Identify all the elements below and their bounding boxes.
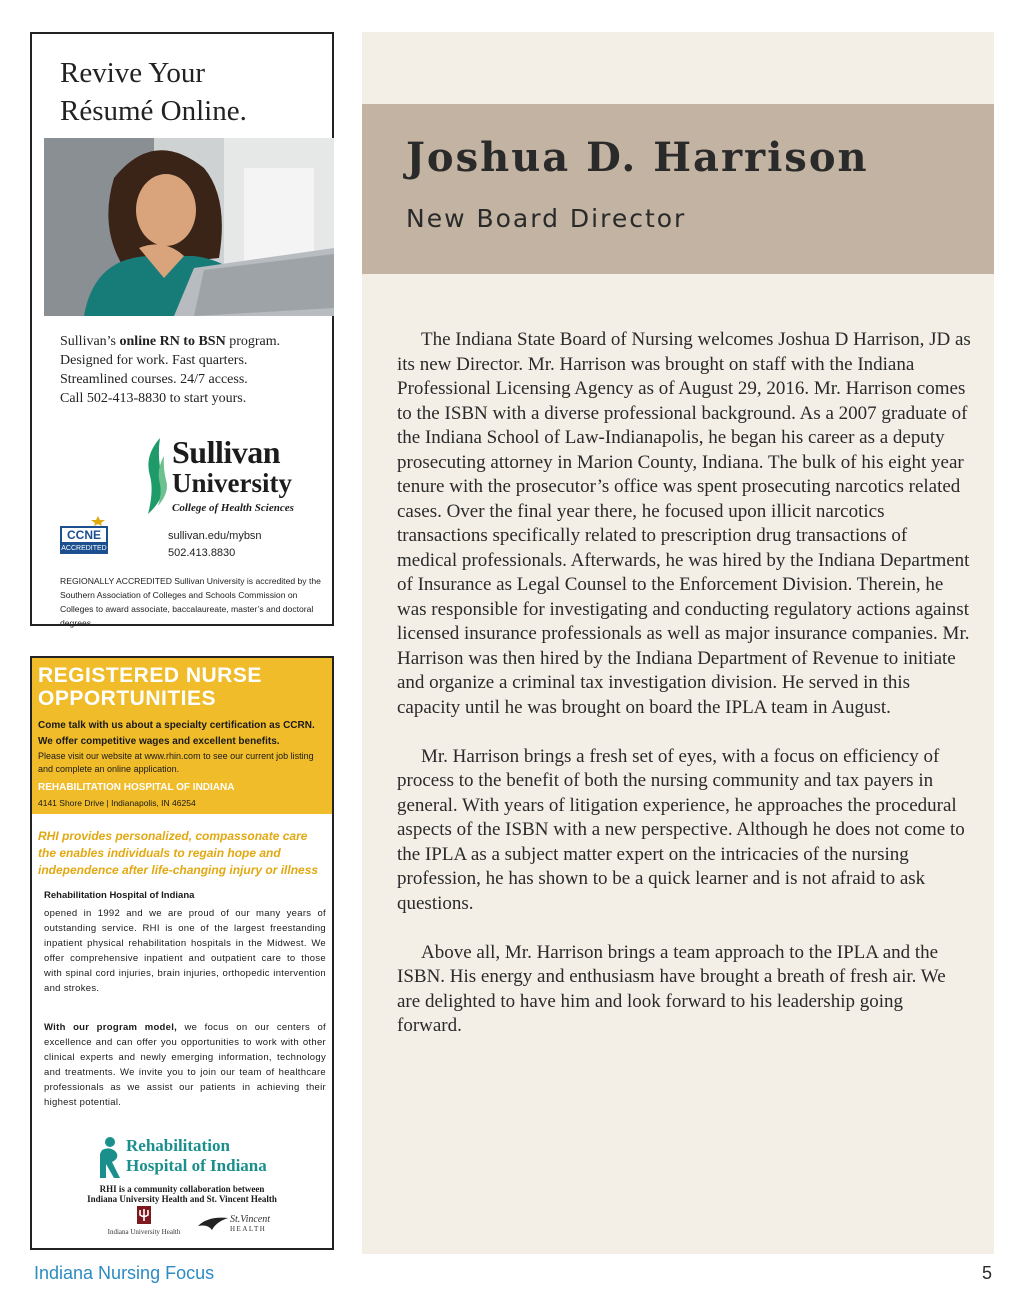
rhi-paragraph-heading: Rehabilitation Hospital of Indiana <box>44 890 195 901</box>
ccne-badge <box>60 520 108 556</box>
rhi-logo-line-1: Rehabilitation <box>126 1136 230 1155</box>
st-vincent-logo <box>198 1214 278 1238</box>
sullivan-ad <box>30 32 334 626</box>
accreditation-fine-print: REGIONALLY ACCREDITED Sullivan University is accredited by the Southern Association of Colleges and Schools Commission on Colleges to award associate, baccalaureate, master’s and doctoral degrees. <box>60 576 321 628</box>
body-line-1 <box>60 332 320 351</box>
body-line-2: Designed for work. Fast quarters. <box>60 353 248 368</box>
rhi-paragraph-2 <box>44 1020 326 1110</box>
rhi-collaboration <box>32 1184 332 1204</box>
iu-health-logo <box>94 1206 194 1236</box>
flame-icon <box>142 436 172 516</box>
body-line-3: Streamlined courses. 24/7 access. <box>60 372 248 387</box>
sullivan-logo <box>142 434 332 520</box>
rhi-paragraph-1: opened in 1992 and we are proud of our many years of outstanding service. RHI is one of the largest freestanding inpatient physical rehabilitation hospitals in the Midwest. We offer comprehensive inpatient and outpatient care to those with spinal cord injuries, brain injuries, orthopedic intervention and strokes. <box>44 908 326 994</box>
svh-name: St.Vincent <box>230 1214 271 1225</box>
svh-sub: HEALTH <box>230 1225 267 1233</box>
ccne-sub: ACCREDITED <box>61 545 107 552</box>
article-paragraph-1: The Indiana State Board of Nursing welcomes Joshua D Harrison, JD as its new Director. Mr. Harrison was brought on staff with the Indiana Professional Licensing Agency as of August 29, 2016. Mr. Harrison comes to the ISBN with a diverse professional background. As a 2007 graduate of the Indiana School of Law-Indianapolis, he began his career as a deputy prosecuting attorney in Marion County, Indiana. The bulk of his eight year tenure with the prosecutor’s office was spent prosecuting narcotics related cases. Over the final year there, he focused upon illicit narcotics transactions specifically related to prescription drug transactions of medical professionals. Afterwards, he was hired by the Indiana Department of Insurance as Legal Counsel to the Enforcement Division. Therein, he was responsible for investigating and conducting regulatory actions against licensed insurance professionals as well as major insurance companies. Mr. Harrison was then hired by the Indiana Department of Revenue to initiate and organize a criminal tax investigation division. He served in this capacity until he was brought on board the IPLA team in August. <box>397 329 971 718</box>
rhi-ad <box>30 656 334 1250</box>
star-icon <box>90 516 106 526</box>
logo-college: College of Health Sciences <box>172 502 294 514</box>
sullivan-website: sullivan.edu/mybsn <box>168 530 262 542</box>
headline-line-1: Revive Your <box>60 57 206 89</box>
person-figure-icon <box>96 1136 124 1180</box>
rhi-wages-text: Come talk with us about a specialty certification as CCRN. We offer competitive wages and excellent benefits. <box>38 720 315 747</box>
article-paragraph-2: Mr. Harrison brings a fresh set of eyes, with a focus on efficiency of process to the benefit of both the nursing community and tax payers in general. With years of litigation experience, he approaches the procedural aspects of the ISBN with a new perspective. Although he does not come to the IPLA as a subject matter expert on the intricacies of the nursing profession, he has shown to be a quick learner and is not afraid to ask questions. <box>397 745 965 914</box>
iu-trident-icon <box>137 1206 151 1224</box>
rhi-logo-line-2: Hospital of Indiana <box>126 1156 267 1175</box>
article-paragraph-3: Above all, Mr. Harrison brings a team approach to the IPLA and the ISBN. His energy and enthusiasm have brought a breath of fresh air. We are delighted to have him and look forward to his leadership going forward. <box>397 941 946 1036</box>
headline-line-2: Résumé Online. <box>60 95 247 127</box>
rhi-title-line-1: REGISTERED NURSE <box>38 664 262 687</box>
sullivan-phone: 502.413.8830 <box>168 547 236 559</box>
sullivan-body <box>60 332 320 408</box>
rhi-p2-bold: With our program model, <box>44 1022 178 1033</box>
rhi-tagline: RHI provides personalized, compassonate care the enables individuals to regain hope and independence after life-changing injury or illness <box>38 829 319 877</box>
article-body <box>397 328 971 1063</box>
body-bold: online RN to BSN <box>119 334 226 349</box>
body-line-4: Call 502-413-8830 to start yours. <box>60 391 247 406</box>
rhi-p2-text: we focus on our centers of excellence and can offer you opportunities to work with other clinical experts and newly emerging information, technology and treatments. We invite you to join our team of healthcare professionals as we assist our patients in achieving their highest potential. <box>44 1022 326 1108</box>
rhi-logo <box>96 1136 296 1180</box>
rhi-yellow-panel <box>32 658 332 814</box>
sullivan-contact <box>168 528 262 562</box>
rhi-title <box>38 664 262 710</box>
page-number: 5 <box>982 1263 993 1283</box>
dove-icon <box>198 1216 228 1230</box>
publication-name: Indiana Nursing Focus <box>34 1263 215 1283</box>
rhi-website-text: Please visit our website at www.rhin.com to see our current job listing and complete an online application. <box>38 751 314 774</box>
rhi-address: 4141 Shore Drive | Indianapolis, IN 46254 <box>38 798 196 808</box>
rhi-hospital-name: REHABILITATION HOSPITAL OF INDIANA <box>38 782 235 793</box>
woman-laptop-photo <box>44 138 334 316</box>
body-prefix: Sullivan’s <box>60 334 120 349</box>
article-title: Joshua D. Harrison <box>406 134 869 181</box>
ccne-label: CCNE <box>60 526 108 544</box>
logo-name-2: University <box>172 468 292 498</box>
sullivan-headline <box>60 54 320 130</box>
rhi-title-line-2: OPPORTUNITIES <box>38 687 217 710</box>
article-subtitle: New Board Director <box>406 204 687 233</box>
logo-name-1: Sullivan <box>172 434 281 470</box>
article-banner <box>362 104 994 274</box>
collab-line-2: Indiana University Health and St. Vincent Health <box>87 1194 277 1204</box>
collab-line-1: RHI is a community collaboration between <box>99 1184 265 1194</box>
body-suffix: program. <box>225 334 281 349</box>
iu-label: Indiana University Health <box>107 1228 181 1236</box>
